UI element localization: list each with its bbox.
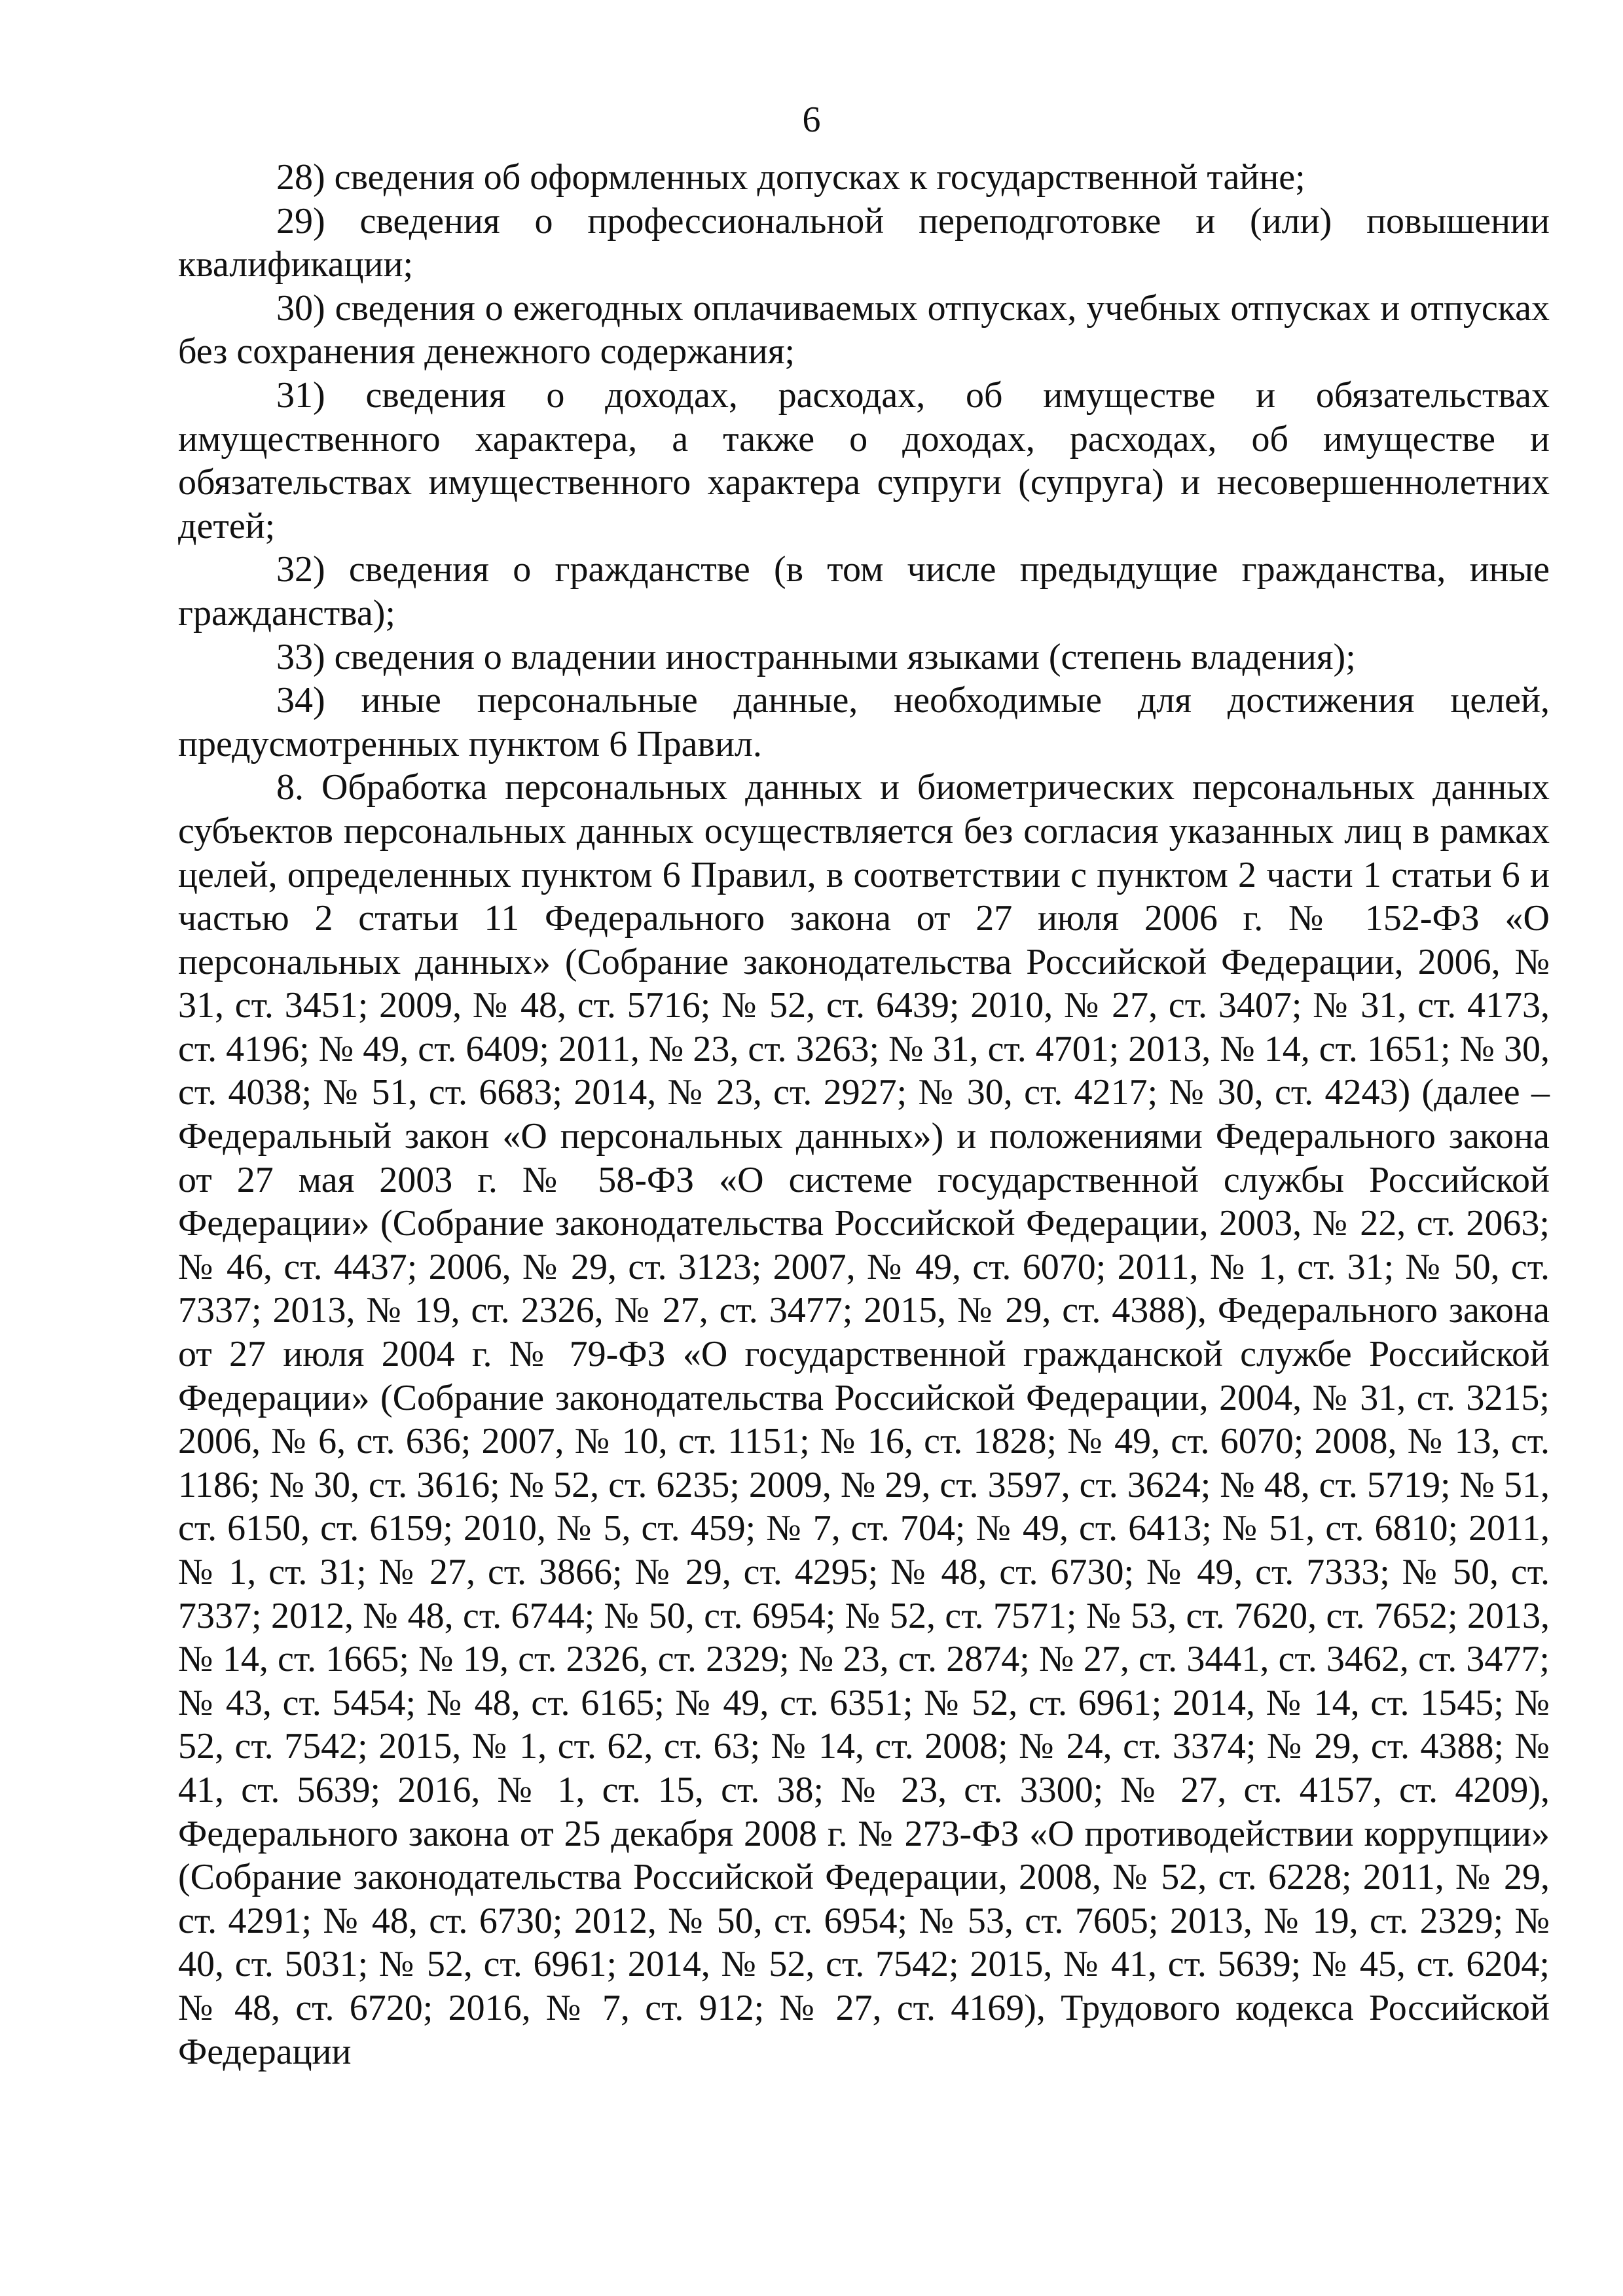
list-item-30: 30) сведения о ежегодных оплачиваемых отпусках, учебных отпусках и отпусках без сохранения денежного содержания; xyxy=(178,287,1550,372)
list-item-32: 32) сведения о гражданстве (в том числе предыдущие гражданства, иные гражданства); xyxy=(178,549,1550,634)
paragraph-8: 8. Обработка персональных данных и биометрических персональных данных субъектов персональных данных осуществляется без согласия указанных лиц в рамках целей, определенных пунктом 6 Правил, в соответствии с пунктом 2 части 1 статьи 6 и частью 2 статьи 11 Федерального закона от 27 июля 2006 г. № 152-ФЗ «О персональных данных» (Собрание законодательства Российской Федерации, 2006, № 31, ст. 3451; 2009, № 48, ст. 5716; № 52, ст. 6439; 2010, № 27, ст. 3407; № 31, ст. 4173, ст. 4196; № 49, ст. 6409; 2011, № 23, ст. 3263; № 31, ст. 4701; 2013, № 14, ст. 1651; № 30, ст. 4038; № 51, ст. 6683; 2014, № 23, ст. 2927; № 30, ст. 4217; № 30, ст. 4243) (далее – Федеральный закон «О персональных данных») и положениями Федерального закона от 27 мая 2003 г. № 58-ФЗ «О системе государственной службы Российской Федерации» (Собрание законодательства Российской Федерации, 2003, № 22, ст. 2063; № 46, ст. 4437; 2006, № 29, ст. 3123; 2007, № 49, ст. 6070; 2011, № 1, ст. 31; № 50, ст. 7337; 2013, № 19, ст. 2326, № 27, ст. 3477; 2015, № 29, ст. 4388), Федерального закона от 27 июля 2004 г. № 79-ФЗ «О государственной гражданской службе Российской Федерации» (Собрание законодательства Российской Федерации, 2004, № 31, ст. 3215; 2006, № 6, ст. 636; 2007, № 10, ст. 1151; № 16, ст. 1828; № 49, ст. 6070; 2008, № 13, ст. 1186; № 30, ст. 3616; № 52, ст. 6235; 2009, № 29, ст. 3597, ст. 3624; № 48, ст. 5719; № 51, ст. 6150, ст. 6159; 2010, № 5, ст. 459; № 7, ст. 704; № 49, ст. 6413; № 51, ст. 6810; 2011, № 1, ст. 31; № 27, ст. 3866; № 29, ст. 4295; № 48, ст. 6730; № 49, ст. 7333; № 50, ст. 7337; 2012, № 48, ст. 6744; № 50, ст. 6954; № 52, ст. 7571; № 53, ст. 7620, ст. 7652; 2013, № 14, ст. 1665; № 19, ст. 2326, ст. 2329; № 23, ст. 2874; № 27, ст. 3441, ст. 3462, ст. 3477; № 43, ст. 5454; № 48, ст. 6165; № 49, ст. 6351; № 52, ст. 6961; 2014, № 14, ст. 1545; № 52, ст. 7542; 2015, № 1, ст. 62, ст. 63; № 14, ст. 2008; № 24, ст. 3374; № 29, ст. 4388; № 41, ст. 5639; 2016, № 1, ст. 15, ст. 38; № 23, ст. 3300; № 27, ст. 4157, ст. 4209), Федерального закона от 25 декабря 2008 г. № 273-ФЗ «О противодействии коррупции» (Собрание законодательства Российской Федерации, 2008, № 52, ст. 6228; 2011, № 29, ст. 4291; № 48, ст. 6730; 2012, № 50, ст. 6954; № 53, ст. 7605; 2013, № 19, ст. 2329; № 40, ст. 5031; № 52, ст. 6961; 2014, № 52, ст. 7542; 2015, № 41, ст. 5639; № 45, ст. 6204; № 48, ст. 6720; 2016, № 7, ст. 912; № 27, ст. 4169), Трудового кодекса Российской Федерации xyxy=(178,767,1550,2072)
list-item-29: 29) сведения о профессиональной переподготовке и (или) повышении квалификации; xyxy=(178,200,1550,285)
list-item-33: 33) сведения о владении иностранными языками (степень владения); xyxy=(276,636,1356,677)
list-item-28: 28) сведения об оформленных допусках к государственной тайне; xyxy=(276,157,1305,198)
page-number: 6 xyxy=(802,99,821,140)
list-item-34: 34) иные персональные данные, необходимые для достижения целей, предусмотренных пунктом 6 Правил. xyxy=(178,680,1550,764)
list-item-31: 31) сведения о доходах, расходах, об имуществе и обязательствах имущественного характера, а также о доходах, расходах, об имуществе и обязательствах имущественного характера супруги (супруга) и несовершеннолетних детей; xyxy=(178,374,1550,547)
document-body xyxy=(178,156,1550,2073)
